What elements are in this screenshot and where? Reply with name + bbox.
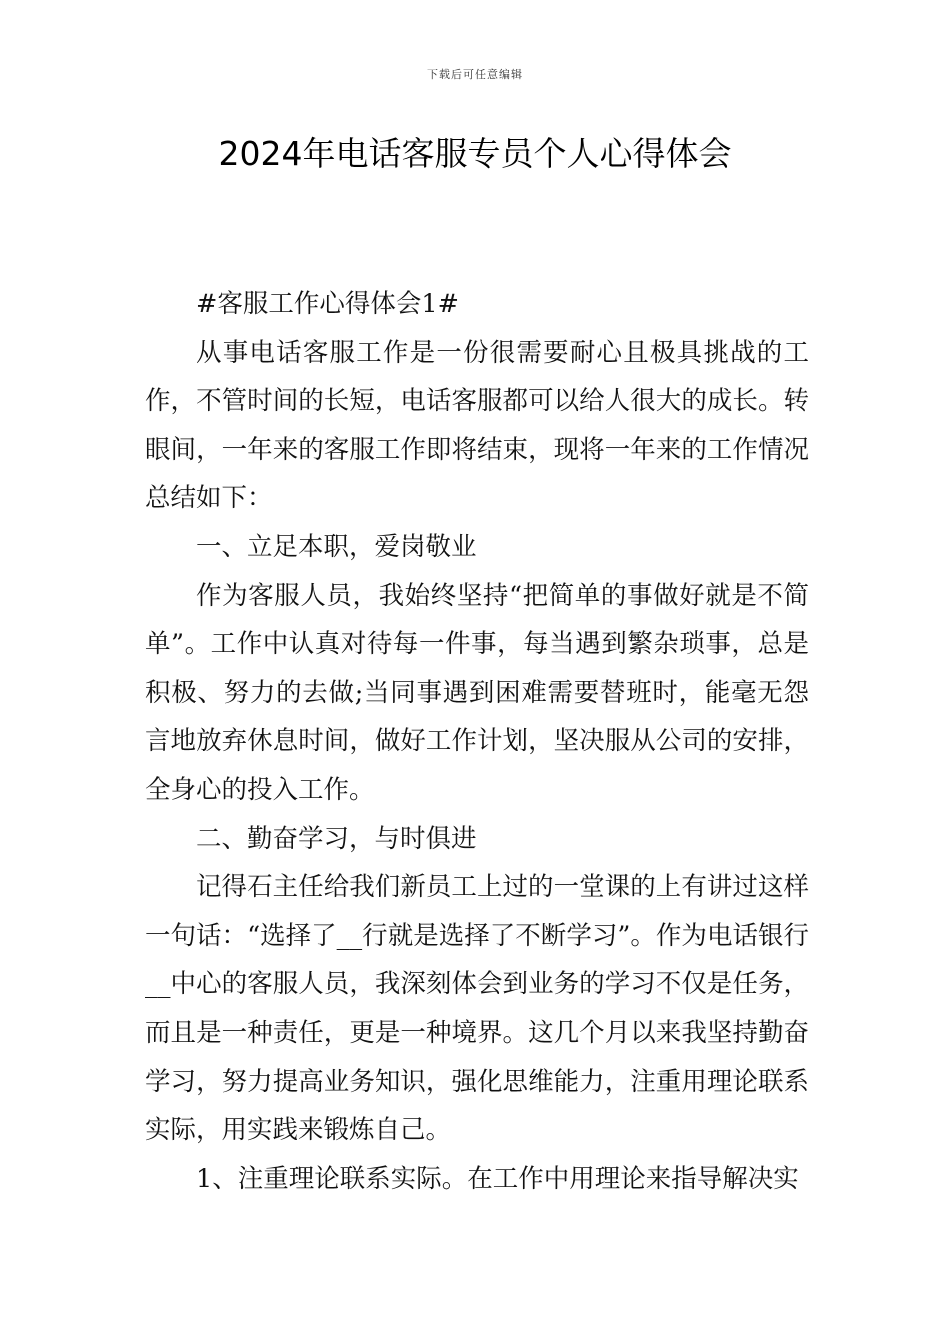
subsection-heading: 一、立足本职，爱岗敬业 [196,531,477,562]
paragraph: 作为客服人员，我始终坚持“把简单的事做好就是不简单”。工作中认真对待每一件事，每当遇到繁杂琐事，总是积极、努力的去做;当同事遇到困难需要替班时，能毫无怨言地放弃休息时间，做好工作计划，坚决服从公司的安排，全身心的投入工作。 [145,580,809,805]
section-heading: #客服工作心得体会1# [196,289,459,319]
subsection-heading: 二、勤奋学习，与时俱进 [196,823,477,854]
header-note: 下载后可任意编辑 [427,68,523,81]
paragraph: 记得石主任给我们新员工上过的一堂课的上有讲过这样一句话：“选择了__行就是选择了不断学习”。作为电话银行__中心的客服人员，我深刻体会到业务的学习不仅是任务，而且是一种责任，更是一种境界。这几个月以来我坚持勤奋学习，努力提高业务知识，强化思维能力，注重用理论联系实际，用实践来锻炼自己。 [145,872,809,1146]
document-title: 2024年电话客服专员个人心得体会 [218,134,732,173]
paragraph: 1、注重理论联系实际。在工作中用理论来指导解决实 [196,1163,799,1194]
paragraph: 从事电话客服工作是一份很需要耐心且极具挑战的工作，不管时间的长短，电话客服都可以给人很大的成长。转眼间，一年来的客服工作即将结束，现将一年来的工作情况总结如下： [145,337,809,514]
document-body [145,280,809,1203]
